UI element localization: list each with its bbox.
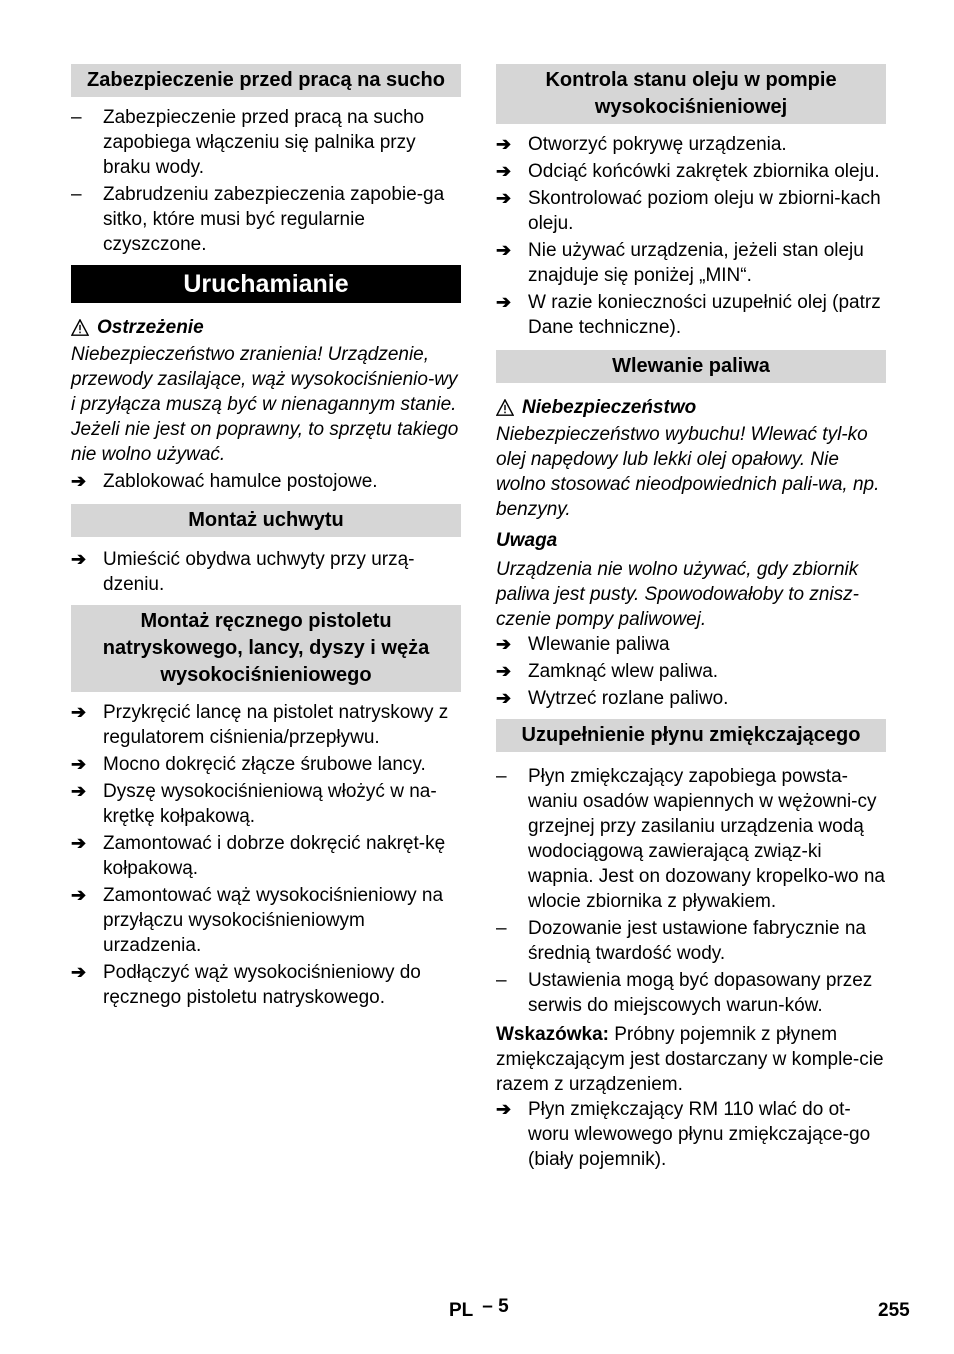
step-item-text: W razie konieczności uzupełnić olej (patrz Dane techniczne). (528, 292, 881, 338)
softener-list (496, 764, 886, 1018)
dash-bullet-icon: – (496, 970, 507, 991)
arrow-right-icon: ➔ (496, 1099, 512, 1119)
step-item (71, 883, 461, 958)
warning-text: Niebezpieczeństwo zranienia! Urządzenie, przewody zasilające, wąż wysokociśnienio-wy i przyłącza muszą być w nienagannym stanie. Jeżeli nie jest on poprawny, to sprzętu takiego nie wolno używać. (71, 344, 459, 465)
step-item-text: Umieścić obydwa uchwyty przy urzą-dzeniu. (103, 549, 415, 595)
list-item (496, 968, 886, 1018)
arrow-right-icon: ➔ (496, 688, 512, 708)
list-item-text: Ustawienia mogą być dopasowany przez serwis do miejscowych warun-ków. (528, 970, 873, 1016)
danger-label (496, 395, 886, 420)
hint-paragraph (496, 1022, 886, 1097)
arrow-right-icon: ➔ (71, 754, 87, 774)
step-item (71, 752, 461, 777)
fuel-filling-steps (496, 632, 886, 711)
step-item (496, 1097, 886, 1172)
arrow-right-icon: ➔ (496, 188, 512, 208)
hint-label: Wskazówka: (496, 1024, 609, 1045)
dash-bullet-icon: – (71, 107, 82, 128)
warning-triangle-icon (496, 399, 514, 417)
step-item-text: Mocno dokręcić złącze śrubowe lancy. (103, 754, 426, 775)
warning-label-text: Ostrzeżenie (97, 317, 204, 338)
step-item (496, 686, 886, 711)
list-item-text: Zabezpieczenie przed pracą na sucho zapobiega włączeniu się palnika przy braku wody. (103, 107, 425, 178)
step-item-text: Wytrzeć rozlane paliwo. (528, 688, 729, 709)
step-item-text: Płyn zmiękczający RM 110 wlać do ot-woru wlewowego płynu zmiękczające-go (biały pojemnik). (528, 1099, 871, 1170)
arrow-right-icon: ➔ (71, 549, 87, 569)
step-item-text: Nie używać urządzenia, jeżeli stan oleju znajduje się poniżej „MIN“. (528, 240, 864, 286)
warning-label (71, 315, 461, 340)
danger-text: Niebezpieczeństwo wybuchu! Wlewać tyl-ko olej napędowy lub lekki olej opałowy. Nie wolno stosować nieodpowiednich pali-wa, np. benzyny. (496, 424, 880, 520)
right-column (496, 64, 886, 1172)
step-item (71, 700, 461, 750)
arrow-right-icon: ➔ (496, 634, 512, 654)
dash-bullet-icon: – (496, 766, 507, 787)
step-item (71, 960, 461, 1010)
hint-text: Próbny pojemnik z płynem zmiękczającym jest dostarczany w komple-cie razem z urządzeniem. (496, 1024, 884, 1095)
note-text: Urządzenia nie wolno używać, gdy zbiornik paliwa jest pusty. Spowodowałoby to znisz-czenie pompy paliwowej. (496, 559, 859, 630)
chapter-heading-startup: Uruchamianie (71, 265, 461, 303)
step-item-text: Zamknąć wlew paliwa. (528, 661, 719, 682)
step-item (71, 831, 461, 881)
step-item (71, 779, 461, 829)
oil-check-steps (496, 132, 886, 340)
section-title-handle-mounting: Montaż uchwytu (71, 504, 461, 537)
step-item-text: Przykręcić lancę na pistolet natryskowy z regulatorem ciśnienia/przepływu. (103, 702, 449, 748)
arrow-right-icon: ➔ (71, 781, 87, 801)
section-title-dry-run-protection: Zabezpieczenie przed pracą na sucho (71, 64, 461, 97)
footer-lang: PL (449, 1300, 473, 1321)
step-item-text: Otworzyć pokrywę urządzenia. (528, 134, 787, 155)
list-item-text: Zabrudzeniu zabezpieczenia zapobie-ga sitko, które musi być regularnie czyszczone. (103, 184, 445, 255)
list-item (496, 916, 886, 966)
section-title-gun-lance-mounting: Montaż ręcznego pistoletu natryskowego, lancy, dyszy i węża wysokociśnieniowego (71, 605, 461, 692)
step-item-text: Podłączyć wąż wysokociśnieniowy do ręcznego pistoletu natryskowego. (103, 962, 421, 1008)
arrow-right-icon: ➔ (71, 962, 87, 982)
step-item-text: Zamontować wąż wysokociśnieniowy na przyłączu wysokociśnieniowym urzadzenia. (103, 885, 444, 956)
step-item-text: Dyszę wysokociśnieniową włożyć w na-krętkę kołpakową. (103, 781, 437, 827)
step-item (496, 132, 886, 157)
step-item-text: Odciąć końcówki zakrętek zbiornika oleju. (528, 161, 880, 182)
step-item (496, 632, 886, 657)
step-item (496, 186, 886, 236)
gun-lance-mounting-steps (71, 700, 461, 1010)
list-item-text: Dozowanie jest ustawione fabrycznie na średnią twardość wody. (528, 918, 866, 964)
step-item-text: Skontrolować poziom oleju w zbiorni-kach oleju. (528, 188, 881, 234)
section-title-softener: Uzupełnienie płynu zmiękczającego (496, 719, 886, 752)
dry-run-protection-list (71, 105, 461, 257)
arrow-right-icon: ➔ (496, 661, 512, 681)
footer-section-number: – 5 (482, 1296, 509, 1317)
arrow-right-icon: ➔ (496, 134, 512, 154)
step-item (71, 547, 461, 597)
section-title-oil-check: Kontrola stanu oleju w pompie wysokociśnieniowej (496, 64, 886, 124)
dash-bullet-icon: – (496, 918, 507, 939)
step-item-text: Zamontować i dobrze dokręcić nakręt-kę kołpakową. (103, 833, 446, 879)
arrow-right-icon: ➔ (496, 292, 512, 312)
arrow-right-icon: ➔ (71, 471, 87, 491)
arrow-right-icon: ➔ (496, 240, 512, 260)
list-item (71, 182, 461, 257)
step-item (496, 238, 886, 288)
arrow-right-icon: ➔ (71, 702, 87, 722)
list-item (496, 764, 886, 914)
step-item (496, 659, 886, 684)
note-label: Uwaga (496, 530, 558, 551)
section-title-fuel-filling: Wlewanie paliwa (496, 350, 886, 383)
left-column (71, 64, 461, 1010)
step-item (496, 290, 886, 340)
warning-triangle-icon (71, 319, 89, 337)
dash-bullet-icon: – (71, 184, 82, 205)
softener-steps (496, 1097, 886, 1172)
arrow-right-icon: ➔ (71, 885, 87, 905)
handle-mounting-steps (71, 547, 461, 597)
step-item-text: Wlewanie paliwa (528, 634, 670, 655)
list-item-text: Płyn zmiękczający zapobiega powsta-waniu osadów wapiennych w wężowni-cy grzejnej przy zasilaniu urządzenia wodą wodociągową zawierającą związ-ki wapnia. Jest on dozowany kropelko-wo na wlocie zbiornika z pływakiem. (528, 766, 885, 912)
warning-step (71, 469, 461, 494)
arrow-right-icon: ➔ (496, 161, 512, 181)
list-item (71, 105, 461, 180)
step-item (496, 159, 886, 184)
danger-label-text: Niebezpieczeństwo (522, 397, 697, 418)
arrow-right-icon: ➔ (71, 833, 87, 853)
warning-step-text: Zablokować hamulce postojowe. (103, 471, 378, 492)
footer-section-page (449, 1298, 509, 1323)
footer-page-number: 255 (878, 1300, 910, 1321)
